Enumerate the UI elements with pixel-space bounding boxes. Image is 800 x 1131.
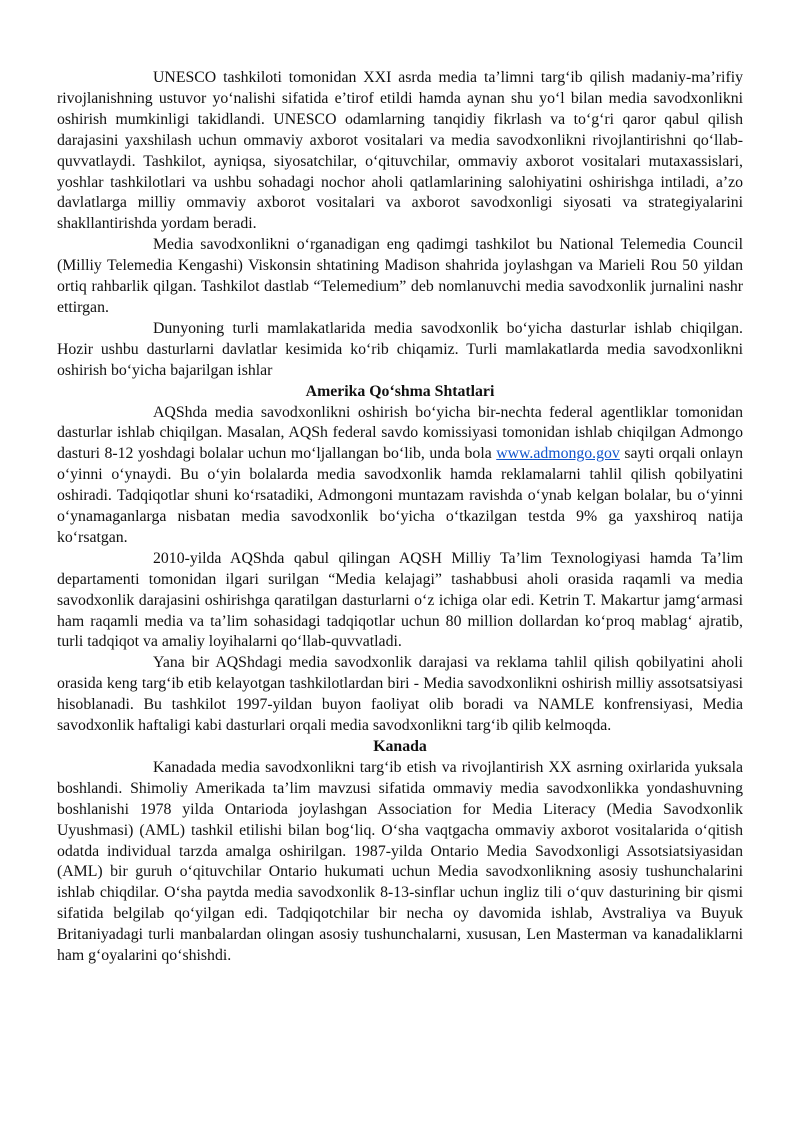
admongo-link[interactable]: www.admongo.gov xyxy=(496,445,620,463)
intro-paragraph-countries: Dunyoning turli mamlakatlarida media savodxonlik bo‘yicha dasturlar ishlab chiqilgan. Hozir ushbu dasturlarni davlatlar kesimida ko‘rib chiqamiz. Turli mamlakatlarda media savodxonlikni oshirish bo‘yicha bajarilgan ishlar xyxy=(57,319,743,379)
canada-paragraph-aml: Kanadada media savodxonlikni targ‘ib etish va rivojlantirish XX asrning oxirlarida yuksala boshlandi. Shimoliy Amerikada ta’lim mavzusi sifatida ommaviy media savodxonlikka yondashuvning boshlanishi 1978 yilda Ontarioda joylashgan Association for Media Literacy (Media Savodxonlik Uyushmasi) (AML) tashkil etilishi bilan bog‘liq. O‘sha vaqtgacha ommaviy axborot vositalarida o‘qitish odatda individual tarzda amalga oshirilgan. 1987-yilda Ontario Media Savodxonligi Assotsiatsiyasidan (AML) bir guruh o‘qituvchilar Ontario hukumati uchun Media savodxonlikning asosiy tushunchalarini ishlab chiqdilar. O‘sha paytda media savodxonlik 8-13-sinflar uchun ingliz tili o‘quv dasturining bir qismi sifatida belgilab qo‘yilgan edi. Tadqiqotchilar bir necha oy davomida ishlab, Avstraliya va Buyuk Britaniyadagi turli manbalardan olingan asosiy tushunchalarni, xususan, Len Masterman va kanadaliklarni ham g‘oyalarini qo‘shishdi. xyxy=(57,758,743,965)
intro-paragraph-unesco: UNESCO tashkiloti tomonidan XXI asrda media ta’limni targ‘ib qilish madaniy-ma’rifiy rivojlanishning ustuvor yo‘nalishi sifatida e’tirof etildi hamda aynan shu yo‘l bilan media savodxonlikni oshirish mumkinligi takidlandi. UNESCO odamlarning tanqidiy fikrlash va to‘g‘ri qaror qabul qilish darajasini yaxshilash uchun ommaviy axborot vositalari va media savodxonlikni rivojlantirishni qo‘llab-quvvatlaydi. Tashkilot, ayniqsa, siyosatchilar, o‘qituvchilar, ommaviy axborot vositalari mutaxassislari, yoshlar tashkilotlari va ushbu sohadagi nochor aholi qatlamlarining salohiyatini oshirishga intiladi, a’zo davlatlarga milliy ommaviy axborot vositalari va axborot savodxonligi siyosati va strategiyalarini shakllantirishda yordam beradi. xyxy=(57,69,743,233)
usa-paragraph-namle: Yana bir AQShdagi media savodxonlik darajasi va reklama tahlil qilish qobilyatini aholi orasida keng targ‘ib etib kelayotgan tashkilotlardan biri - Media savodxonlikni oshirish milliy assotsatsiyasi hisoblanadi. Bu tashkilot 1997-yildan buyon faoliyat olib boradi va NAMLE konfrensiyasi, Media savodxonlik haftaligi kabi dasturlari orqali media savodxonlikni targ‘ib qilib kelmoqda. xyxy=(57,654,743,735)
usa-paragraph-admongo xyxy=(57,403,743,549)
intro-paragraph-telemedia: Media savodxonlikni o‘rganadigan eng qadimgi tashkilot bu National Telemedia Council (Milliy Telemedia Kengashi) Viskonsin shtatining Madison shahrida joylashgan va Marieli Rou 50 yildan ortiq rahbarlik qilgan. Tashkilot dastlab “Telemedium” deb nomlanuvchi media savodxonlik jurnalini nashr ettirgan. xyxy=(57,236,743,316)
section-heading-usa: Amerika Qo‘shma Shtatlari xyxy=(305,382,495,400)
section-heading-canada: Kanada xyxy=(373,738,427,755)
usa-paragraph-future-media: 2010-yilda AQShda qabul qilingan AQSH Milliy Ta’lim Texnologiyasi hamda Ta’lim departamenti tomonidan ilgari surilgan “Media kelajagi” tashabbusi aholi orasida raqamli va media savodxonlik darajasini oshirishga qaratilgan dasturlarni o‘z ichiga olar edi. Ketrin T. Makartur jamg‘armasi ham raqamli media va ta’lim sohasidagi tadqiqotlar uchun 80 million dollardan ko‘proq mablag‘ ajratib, turli tadqiqot va amaliy loyihalarni qo‘llab-quvvatladi. xyxy=(57,549,743,651)
usa-paragraph-admongo-text-after: sayti orqali onlayn o‘yinni o‘ynaydi. Bu o‘yin bolalarda media savodxonlik hamda reklamalarni tahlil qilish qobilyatini oshiradi. Tadqiqotlar shuni ko‘rsatadiki, Admongoni muntazam ravishda o‘ynab kelgan bolalar, bu o‘yinni o‘ynamaganlarga nisbatan media savodxonlik bo‘yicha o‘tkazilgan testda 9% ga yaxshiroq natija ko‘rsatgan. xyxy=(57,445,743,546)
usa-paragraph-admongo-text-before: AQShda media savodxonlikni oshirish bo‘yicha bir-nechta federal agentliklar tomonidan dasturlar ishlab chiqilgan. Masalan, AQSh federal savdo komissiyasi tomonidan ishlab chiqilgan Admongo dasturi 8-12 yoshdagi bolalar uchun mo‘ljallangan bo‘lib, unda bola xyxy=(57,403,743,463)
